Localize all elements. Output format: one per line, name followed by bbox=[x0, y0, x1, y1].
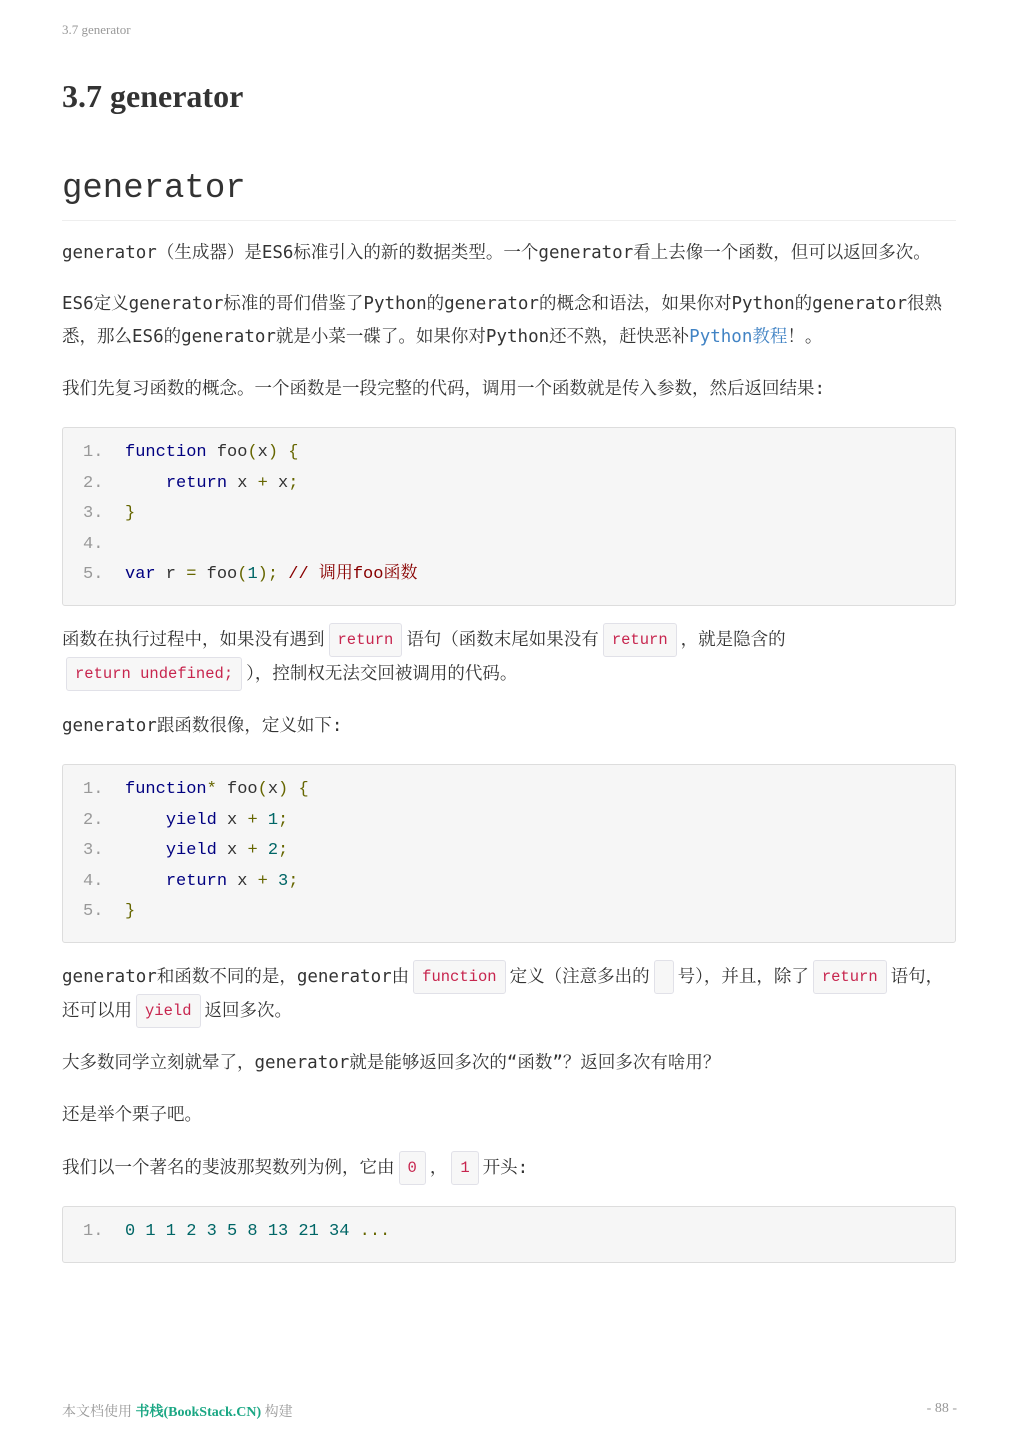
code-block-fibonacci bbox=[62, 1206, 956, 1263]
footer-prefix: 本文档使用 bbox=[62, 1405, 136, 1420]
code-token bbox=[125, 811, 166, 830]
line-number: 5. bbox=[83, 565, 104, 585]
paragraph-intro: generator（生成器）是ES6标准引入的新的数据类型。一个generator看上去像一个函数，但可以返回多次。 bbox=[62, 243, 931, 263]
inline-code: yield bbox=[136, 994, 201, 1028]
paragraph-text: 函数在执行过程中，如果没有遇到 bbox=[62, 629, 325, 650]
code-block-function bbox=[62, 427, 956, 606]
code-token: x bbox=[216, 810, 248, 830]
code-line bbox=[83, 836, 935, 867]
inline-code: 0 bbox=[399, 1151, 426, 1185]
inline-code bbox=[654, 960, 674, 994]
paragraph-text: 号），并且，除了 bbox=[677, 966, 809, 987]
code-token: x bbox=[216, 841, 248, 861]
code-token: 2 bbox=[267, 841, 279, 861]
code-token: ) bbox=[267, 443, 279, 462]
code-token: return bbox=[165, 871, 228, 891]
paragraph-text: 返回多次。 bbox=[204, 1000, 293, 1021]
page-number: - 88 - bbox=[926, 1401, 957, 1416]
inline-code: function bbox=[413, 960, 505, 994]
code-token: x bbox=[267, 473, 289, 493]
code-line bbox=[83, 806, 935, 837]
code-token bbox=[258, 841, 268, 860]
code-token: ( bbox=[257, 779, 268, 799]
line-number: 4. bbox=[83, 534, 104, 554]
code-token: foo bbox=[216, 779, 258, 799]
line-number: 5. bbox=[83, 902, 104, 922]
paragraph-text: ），控制权无法交回被调用的代码。 bbox=[246, 663, 518, 684]
code-token: 3 bbox=[278, 871, 289, 891]
line-number: 4. bbox=[83, 871, 104, 891]
code-token bbox=[125, 474, 166, 493]
inline-code: return bbox=[603, 623, 677, 657]
code-token: foo bbox=[206, 443, 248, 462]
paragraph-example-intro: 还是举个栗子吧。 bbox=[62, 1104, 202, 1125]
footer-credit bbox=[62, 1401, 293, 1421]
code-token: 0 1 1 2 3 5 8 13 21 34 bbox=[125, 1221, 350, 1241]
code-token: ; bbox=[288, 871, 299, 891]
code-token: yield bbox=[165, 810, 217, 830]
code-line bbox=[83, 775, 935, 806]
code-token: * bbox=[206, 779, 217, 799]
paragraph-es6-definition bbox=[62, 288, 956, 354]
footer-suffix: 构建 bbox=[261, 1405, 293, 1420]
code-token: { bbox=[288, 443, 299, 462]
code-token: yield bbox=[165, 841, 217, 861]
code-token: var bbox=[125, 565, 156, 585]
paragraph-text: 语句，还可以用 bbox=[62, 966, 944, 1021]
running-header: 3.7 generator bbox=[62, 22, 131, 37]
code-token: x bbox=[257, 443, 268, 462]
code-block-generator bbox=[62, 764, 956, 943]
code-token: ( bbox=[247, 443, 258, 462]
line-number: 1. bbox=[83, 779, 104, 799]
paragraph-function-review: 我们先复习函数的概念。一个函数是一段完整的代码，调用一个函数就是传入参数，然后返回结果: bbox=[62, 379, 826, 399]
code-token: ; bbox=[288, 473, 299, 493]
code-token bbox=[268, 872, 278, 891]
paragraph-confusion: 大多数同学立刻就晕了，generator就是能够返回多次的“函数”？返回多次有啥用？ bbox=[62, 1052, 721, 1073]
paragraph-text: 开头: bbox=[482, 1157, 529, 1178]
inline-code: 1 bbox=[451, 1151, 478, 1185]
code-token: x bbox=[227, 871, 258, 891]
paragraph-generator-definition-intro: generator跟函数很像，定义如下: bbox=[62, 715, 343, 736]
code-token: function bbox=[125, 443, 207, 462]
code-line bbox=[83, 530, 935, 561]
code-token: ( bbox=[237, 565, 248, 585]
paragraph-text: 语句（函数末尾如果没有 bbox=[406, 629, 599, 650]
code-line bbox=[83, 469, 935, 500]
section-heading: generator bbox=[62, 170, 956, 221]
code-token: + bbox=[257, 871, 268, 891]
code-token: ); bbox=[257, 565, 279, 585]
code-line bbox=[83, 1217, 935, 1248]
code-token: x bbox=[227, 473, 258, 493]
code-line bbox=[83, 438, 935, 469]
paragraph-text: ，就是隐含的 bbox=[680, 629, 786, 650]
code-line bbox=[83, 897, 935, 928]
code-token: 1 bbox=[267, 810, 279, 830]
code-token: { bbox=[298, 779, 309, 799]
article-content bbox=[62, 170, 956, 1263]
code-token: } bbox=[125, 504, 136, 524]
code-token: foo bbox=[196, 565, 238, 585]
line-number: 3. bbox=[83, 504, 104, 524]
line-number: 3. bbox=[83, 841, 104, 861]
code-token: ... bbox=[349, 1221, 391, 1241]
paragraph-return-explanation bbox=[62, 623, 956, 691]
code-token bbox=[125, 872, 166, 891]
code-token: ; bbox=[278, 841, 289, 861]
code-line bbox=[83, 560, 935, 591]
code-token: = bbox=[186, 565, 197, 585]
code-token bbox=[278, 443, 288, 462]
code-token: + bbox=[257, 473, 268, 493]
paragraph-text: ， bbox=[429, 1157, 448, 1178]
inline-code: return bbox=[329, 623, 403, 657]
inline-code: return undefined; bbox=[66, 657, 242, 691]
code-token: ; bbox=[278, 810, 289, 830]
code-token bbox=[288, 780, 298, 799]
line-number: 1. bbox=[83, 443, 104, 462]
code-token: function bbox=[125, 779, 207, 799]
paragraph-generator-difference bbox=[62, 960, 956, 1028]
inline-code: return bbox=[813, 960, 887, 994]
python-tutorial-link[interactable]: Python教程 bbox=[689, 327, 788, 347]
code-token: } bbox=[125, 902, 136, 922]
code-line bbox=[83, 867, 935, 898]
code-token: r bbox=[155, 565, 187, 585]
line-number: 2. bbox=[83, 473, 104, 493]
code-token: return bbox=[165, 473, 228, 493]
code-token: 1 bbox=[247, 565, 258, 585]
paragraph-text: 定义（注意多出的 bbox=[509, 966, 650, 987]
paragraph-text: generator和函数不同的是，generator由 bbox=[62, 966, 410, 987]
code-comment: // 调用foo函数 bbox=[278, 565, 418, 585]
chapter-title: 3.7 generator bbox=[62, 78, 244, 114]
paragraph-text: ES6定义generator标准的哥们借鉴了Python的generator的概念和语法，如果你对Python的generator很熟悉，那么ES6的generator就是小菜一碟了。如果你对Python还不熟，赶快恶补 bbox=[62, 294, 943, 347]
code-token bbox=[125, 841, 166, 860]
code-token: + bbox=[247, 810, 258, 830]
paragraph-text: 我们以一个著名的斐波那契数列为例，它由 bbox=[62, 1157, 395, 1178]
code-token: + bbox=[247, 841, 258, 861]
bookstack-link[interactable]: 书栈(BookStack.CN) bbox=[135, 1405, 262, 1420]
line-number: 2. bbox=[83, 810, 104, 830]
code-token: x bbox=[267, 779, 279, 799]
line-number: 1. bbox=[83, 1221, 104, 1241]
code-line bbox=[83, 499, 935, 530]
code-token: ) bbox=[278, 779, 289, 799]
code-token bbox=[258, 811, 268, 830]
paragraph-text-end: ！。 bbox=[787, 327, 823, 347]
paragraph-fibonacci bbox=[62, 1151, 956, 1185]
